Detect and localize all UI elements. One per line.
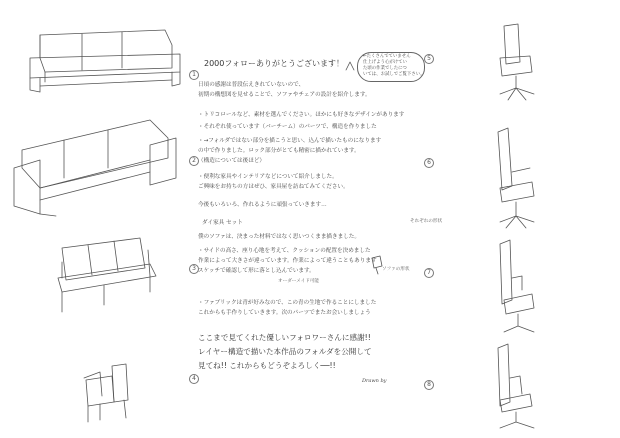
sofa-sketch-1	[30, 30, 180, 92]
section-body-line: 作業によって大きさが違っています。作業によって違うこともあります	[198, 258, 377, 264]
item-number-8: 8	[424, 380, 434, 390]
section-label: ダイ家具 セット	[202, 220, 243, 226]
sofa-sketch-2	[14, 120, 176, 216]
item-number-2: 2	[189, 156, 199, 166]
bullet-line: の中で作りました。ロック部分がとても精密に描かれています。	[198, 148, 360, 154]
section-body-line: 僕のソファは、決まった材料ではなく思いつくまま描きました。	[198, 234, 360, 240]
side-note-bubble	[357, 52, 425, 82]
intro-line: 初期の構想図を見せることで、ソファやチェアの設計を紹介します。	[198, 92, 371, 98]
section-annotation: それぞれの形状	[410, 219, 443, 224]
item-number-3: 3	[189, 264, 199, 274]
bullet-line: ご興味をお持ちの方はぜひ、家具屋を訪ねてみてください。	[198, 184, 349, 190]
section-annotation: ソファの形状	[382, 267, 410, 272]
item-number-7: 7	[424, 268, 434, 278]
section-annotation: オーダーメイド可能	[278, 279, 320, 284]
bullet-line: ・便利な家具やインテリアなどについて紹介しました。	[198, 174, 338, 180]
item-number-1: 1	[189, 70, 199, 80]
sofa-sketch-3	[58, 238, 156, 312]
section-body-line: ・サイドの高さ、座り心地を考えて、クッションの配置を決めました	[198, 248, 371, 254]
closing-prompt: 今後もいろいろ、作れるように頑張っていきます…	[198, 202, 327, 208]
chair-note-line: これからも手作りしていきます。次のパーツでまたお会いしましょう	[198, 310, 371, 316]
office-chair-sketch-8	[498, 344, 534, 428]
side-note-line: 仕上げよう心がけてい	[363, 60, 407, 65]
signature: Drawn by	[362, 378, 387, 384]
office-chair-sketch-7	[500, 240, 534, 332]
section-body-line: スケッチで確認して形に落とし込んでいます。	[198, 268, 315, 274]
side-note-line: ←たくさんでていません	[363, 54, 411, 59]
item-number-5: 5	[424, 54, 434, 64]
intro-line: 日頃の感謝は普段伝えきれていないので、	[198, 82, 305, 88]
bullet-line: （構造については後ほど）	[198, 158, 266, 164]
office-chair-sketch-5	[500, 24, 534, 100]
chair-note-line: ・ファブリックは青が好みなので、この青の生地で作ることにしました	[198, 300, 377, 306]
side-note-line: いては、お試しでご覧下さい。	[363, 72, 425, 77]
item-number-4: 4	[189, 374, 199, 384]
item-number-6: 6	[424, 158, 434, 168]
thanks-line: 見てね!! これからもどうぞよろしく──!!	[198, 361, 336, 370]
office-chair-sketch-6	[498, 128, 534, 228]
thanks-line: ここまで見てくれた優しいフォロワーさんに感謝!!	[198, 333, 371, 342]
bullet-line: ・トリコロールなど、素材を選んでください。ほかにも好きなデザインがあります	[198, 112, 405, 118]
note-title: 2000フォローありがとうございます！	[204, 59, 344, 68]
bullet-line: ・それぞれ使っています（バーチーム）のパーツで、構造を作りました	[198, 124, 377, 130]
side-note-line: た頃の作業でしたにつ	[363, 66, 407, 71]
armchair-sketch-4	[84, 364, 128, 422]
thanks-line: レイヤー構造で描いた本作品のフォルダを公開して	[198, 347, 372, 356]
bullet-line: ・→フォルダではない部分を描こうと思い、込んで描いたものになります	[198, 138, 382, 144]
